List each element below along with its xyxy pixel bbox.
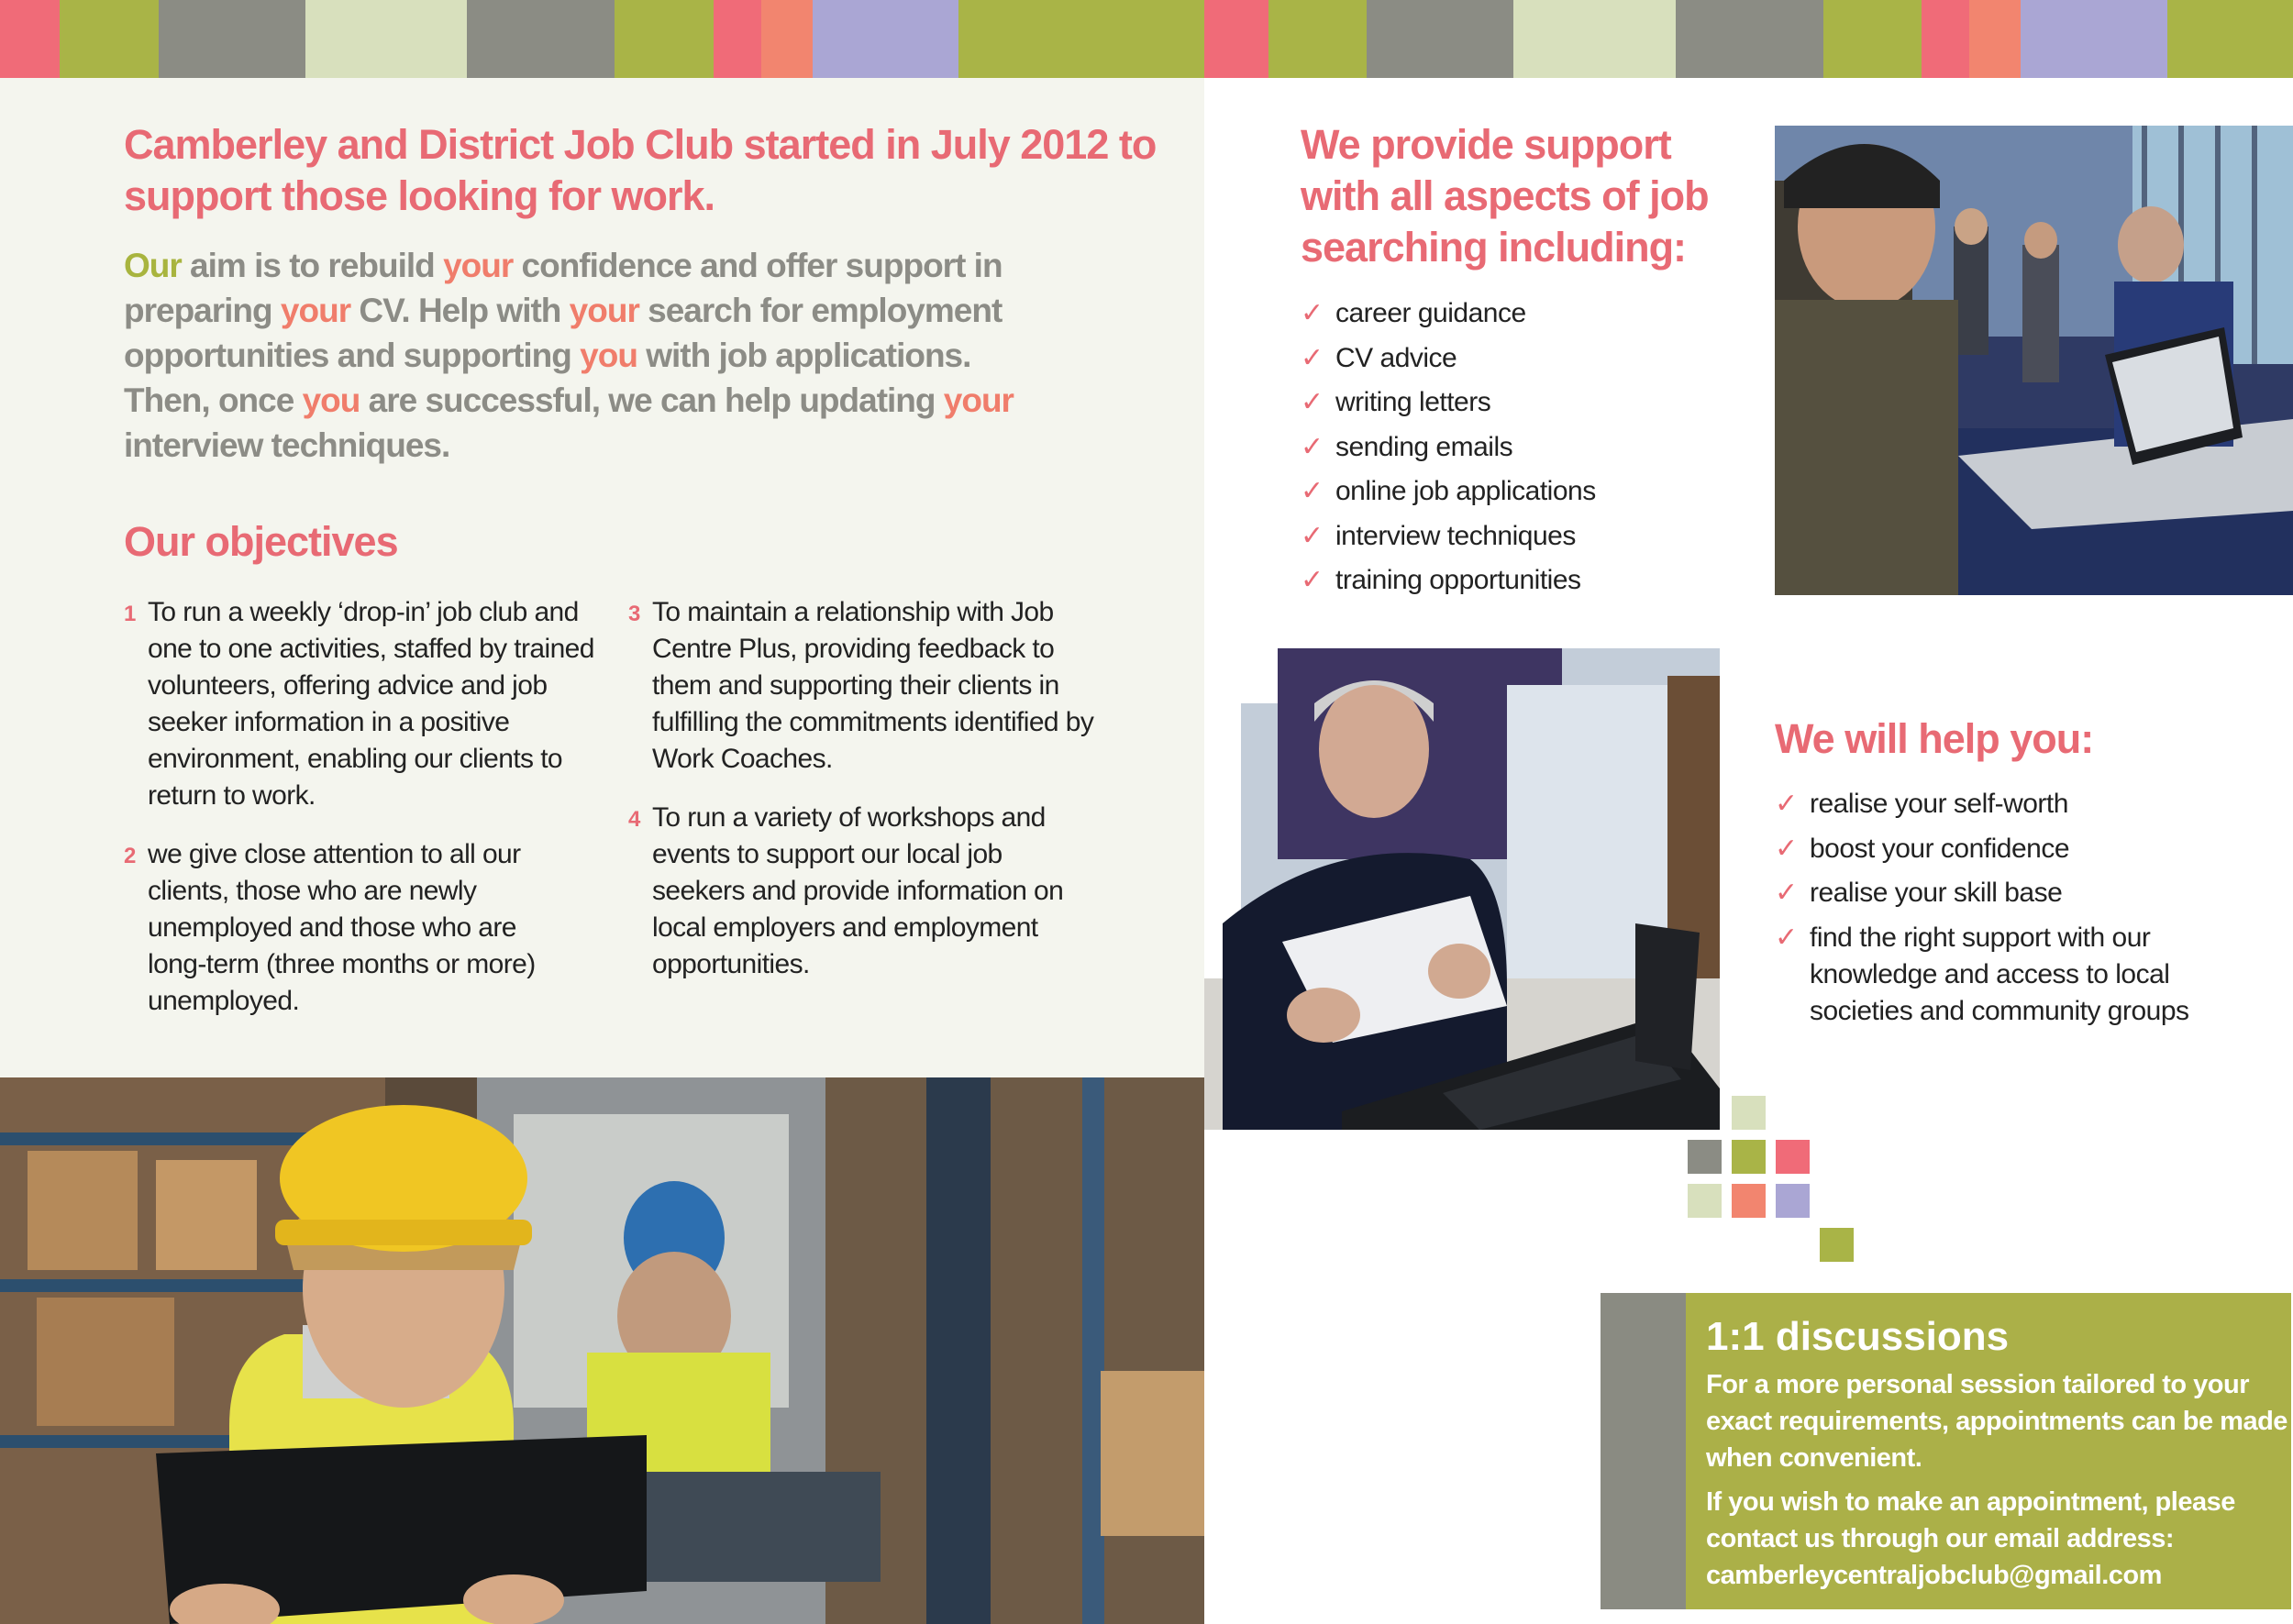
support-item-label: career guidance xyxy=(1335,298,1526,328)
strip-block xyxy=(159,0,305,78)
objective-number: 1 xyxy=(124,602,136,626)
support-list-item xyxy=(1301,292,1759,337)
check-icon: ✓ xyxy=(1301,387,1324,417)
strip-block xyxy=(2021,0,2167,78)
intro-paragraph xyxy=(124,243,1041,468)
intro-segment: are successful, we can help updating xyxy=(360,381,944,419)
support-list-item xyxy=(1301,381,1759,425)
check-icon: ✓ xyxy=(1301,565,1324,595)
decor-square xyxy=(1820,1228,1854,1262)
strip-block xyxy=(813,0,958,78)
decor-square xyxy=(1732,1184,1766,1218)
strip-block xyxy=(305,0,467,78)
help-list xyxy=(1775,786,2233,1037)
objective-number: 2 xyxy=(124,844,136,868)
check-icon: ✓ xyxy=(1775,878,1798,908)
decor-square xyxy=(1732,1140,1766,1174)
intro-segment: your xyxy=(943,381,1014,419)
intro-segment: you xyxy=(580,337,637,374)
intro-segment: aim is to rebuild xyxy=(181,247,444,284)
strip-block xyxy=(1367,0,1513,78)
warehouse-worker-photo xyxy=(0,1077,1204,1624)
support-list-item xyxy=(1301,470,1759,514)
man-reading-photo xyxy=(1204,648,1720,1130)
support-list-item xyxy=(1301,425,1759,470)
strip-block xyxy=(1676,0,1823,78)
intro-segment: your xyxy=(280,292,351,329)
support-list-item xyxy=(1301,558,1759,603)
decor-square xyxy=(1776,1140,1810,1174)
strip-block xyxy=(615,0,714,78)
check-icon: ✓ xyxy=(1301,298,1324,328)
strip-block xyxy=(1204,0,1268,78)
decor-square xyxy=(1688,1184,1722,1218)
strip-block xyxy=(1969,0,2021,78)
discussions-contact xyxy=(1706,1484,2291,1594)
strip-block xyxy=(2167,0,2293,78)
support-item-label: sending emails xyxy=(1335,431,1513,462)
support-list-item xyxy=(1301,337,1759,381)
page-headline: Camberley and District Job Club started in July 2012 to support those looking for work. xyxy=(124,121,1157,219)
top-color-strip xyxy=(0,0,2293,78)
intro-segment: your xyxy=(569,292,639,329)
strip-block xyxy=(1823,0,1922,78)
objective-number: 3 xyxy=(628,602,640,626)
strip-block xyxy=(714,0,761,78)
support-title: We provide support with all aspects of job searching including: xyxy=(1301,121,1709,271)
support-list-item xyxy=(1301,514,1759,559)
discussions-title: 1:1 discussions xyxy=(1706,1314,2010,1359)
strip-block xyxy=(467,0,615,78)
check-icon: ✓ xyxy=(1301,476,1324,506)
strip-block xyxy=(958,0,1204,78)
strip-block xyxy=(1268,0,1367,78)
objective-item xyxy=(124,594,601,814)
strip-block xyxy=(1922,0,1969,78)
help-item-label: realise your self-worth xyxy=(1810,789,2068,819)
decor-square xyxy=(1688,1140,1722,1174)
help-list-item xyxy=(1775,875,2233,911)
decor-square xyxy=(1732,1096,1766,1130)
discussions-contact-text: If you wish to make an appointment, please contact us through our email address: xyxy=(1706,1487,2235,1553)
support-list xyxy=(1301,292,1759,603)
help-list-item xyxy=(1775,920,2233,1030)
support-item-label: online job applications xyxy=(1335,476,1596,506)
strip-block xyxy=(60,0,159,78)
support-item-label: writing letters xyxy=(1335,387,1491,417)
check-icon: ✓ xyxy=(1301,431,1324,462)
check-icon: ✓ xyxy=(1775,922,1798,953)
contact-email-link[interactable]: camberleycentraljobclub@gmail.com xyxy=(1706,1561,2162,1590)
objective-item xyxy=(124,836,573,1020)
strip-block xyxy=(1513,0,1676,78)
intro-segment: with job applications. Then, once xyxy=(124,337,971,419)
objective-text: To run a variety of workshops and events to support our local job seekers and provide information on local employers and employment opportunities. xyxy=(652,802,1064,979)
intro-segment: your xyxy=(443,247,514,284)
help-list-item xyxy=(1775,831,2233,867)
check-icon: ✓ xyxy=(1775,789,1798,819)
support-item-label: training opportunities xyxy=(1335,565,1581,595)
help-list-item xyxy=(1775,786,2233,823)
objectives-title: Our objectives xyxy=(124,518,398,565)
help-item-label: realise your skill base xyxy=(1810,878,2063,908)
discussions-paragraph: For a more personal session tailored to your exact requirements, appointments can be made when convenient. xyxy=(1706,1370,2287,1473)
objective-item xyxy=(628,800,1078,983)
intro-segment: search for employment opportunities and supporting xyxy=(124,292,1002,374)
computer-room-photo xyxy=(1775,126,2293,595)
check-icon: ✓ xyxy=(1301,520,1324,551)
intro-segment: CV. Help with xyxy=(350,292,570,329)
check-icon: ✓ xyxy=(1775,833,1798,864)
objective-item xyxy=(628,594,1105,778)
support-item-label: interview techniques xyxy=(1335,520,1576,551)
strip-block xyxy=(761,0,813,78)
objective-number: 4 xyxy=(628,807,640,832)
objective-text: To run a weekly ‘drop-in’ job club and one to one activities, staffed by trained volunteers, offering advice and job seeker information in a positive environment, enabling our clients to return to work. xyxy=(148,597,594,811)
check-icon: ✓ xyxy=(1301,342,1324,373)
strip-block xyxy=(0,0,60,78)
help-item-label: boost your confidence xyxy=(1810,833,2070,864)
objective-text: we give close attention to all our clients, those who are newly unemployed and those who are long-term (three months or more) unemployed. xyxy=(148,839,536,1016)
intro-segment: Our xyxy=(124,247,182,284)
support-item-label: CV advice xyxy=(1335,342,1457,373)
discussions-accent-bar xyxy=(1601,1293,1688,1609)
objective-text: To maintain a relationship with Job Centre Plus, providing feedback to them and supporting their clients in fulfilling the commitments identified by Work Coaches. xyxy=(652,597,1094,774)
help-item-label: find the right support with our knowledge and access to local societies and community groups xyxy=(1810,922,2189,1026)
discussions-box xyxy=(1686,1293,2291,1609)
intro-segment: confidence and offer support in preparing xyxy=(124,247,1002,329)
intro-segment: you xyxy=(302,381,360,419)
help-title: We will help you: xyxy=(1775,715,2094,762)
intro-segment: interview techniques. xyxy=(124,426,450,464)
decor-square xyxy=(1776,1184,1810,1218)
